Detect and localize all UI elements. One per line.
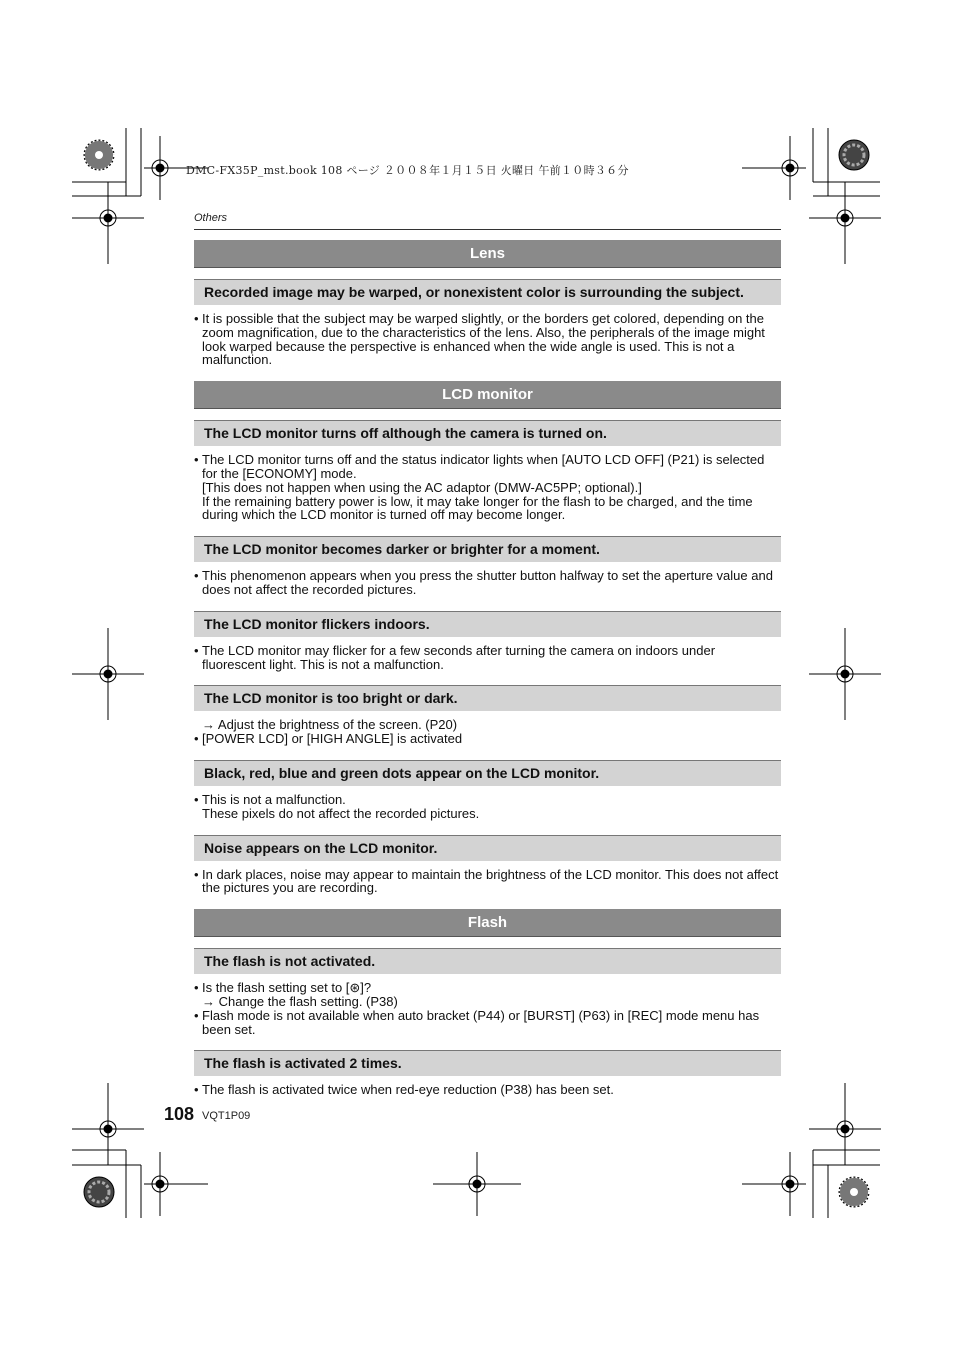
section-heading: Lens: [194, 240, 781, 268]
problem-answer: [194, 974, 781, 1050]
problem-answer: [194, 861, 781, 910]
problem-heading: Black, red, blue and green dots appear on the LCD monitor.: [194, 760, 781, 786]
problem-answer: [194, 562, 781, 611]
document-code: VQT1P09: [202, 1110, 251, 1122]
problem-heading: The flash is activated 2 times.: [194, 1050, 781, 1076]
problem-heading: Recorded image may be warped, or nonexistent color is surrounding the subject.: [194, 279, 781, 305]
continuation-line: → Change the flash setting. (P38): [202, 993, 398, 1009]
continuation-line: → Adjust the brightness of the screen. (P20): [202, 717, 458, 733]
problem-heading: Noise appears on the LCD monitor.: [194, 835, 781, 861]
troubleshooting-content: [194, 240, 781, 1111]
bullet-item: • Is the flash setting set to [⊛]?: [194, 981, 781, 995]
problem-heading: The LCD monitor becomes darker or brighter for a moment.: [194, 536, 781, 562]
page-number: 108: [164, 1104, 195, 1124]
section-heading: LCD monitor: [194, 381, 781, 409]
bullet-item: • This phenomenon appears when you press the shutter button halfway to set the aperture value and does not affect the recorded pictures.: [194, 569, 781, 597]
bullet-item: • [POWER LCD] or [HIGH ANGLE] is activated: [194, 732, 781, 746]
bullet-item: • The LCD monitor may flicker for a few seconds after turning the camera on indoors under fluorescent light. This is not a malfunction.: [194, 644, 781, 672]
problem-heading: The LCD monitor flickers indoors.: [194, 611, 781, 637]
bullet-item: • In dark places, noise may appear to maintain the brightness of the LCD monitor. This does not affect the pictures you are recording.: [194, 868, 781, 896]
problem-heading: The LCD monitor is too bright or dark.: [194, 685, 781, 711]
problem-answer: [194, 305, 781, 381]
bullet-item: • This is not a malfunction.: [194, 793, 781, 807]
problem-answer: [194, 711, 781, 760]
continuation-line: If the remaining battery power is low, it may take longer for the flash to be charged, and the time during which the LCD monitor is turned off may become longer.: [202, 493, 753, 523]
header-rule: [194, 229, 781, 230]
problem-answer: [194, 786, 781, 835]
section-label: Others: [194, 212, 228, 224]
bullet-item: • The LCD monitor turns off and the status indicator lights when [AUTO LCD OFF] (P21) is selected for the [ECONOMY] mode.: [194, 453, 781, 481]
problem-heading: The LCD monitor turns off although the camera is turned on.: [194, 420, 781, 446]
continuation-line: These pixels do not affect the recorded pictures.: [202, 805, 480, 821]
continuation-line: [This does not happen when using the AC adaptor (DMW-AC5PP; optional).]: [202, 479, 642, 495]
book-file-info: DMC-FX35P_mst.book 108 ページ ２００８年１月１５日 火曜日 午前１０時３６分: [186, 164, 629, 177]
bullet-item: • Flash mode is not available when auto bracket (P44) or [BURST] (P63) in [REC] mode menu has been set.: [194, 1009, 781, 1037]
problem-heading: The flash is not activated.: [194, 948, 781, 974]
bullet-item: • The flash is activated twice when red-eye reduction (P38) has been set.: [194, 1083, 781, 1097]
problem-answer: [194, 637, 781, 686]
bullet-item: • It is possible that the subject may be warped slightly, or the borders get colored, depending on the zoom magnification, due to the characteristics of the lens. Also, the peripherals of the image might look warped because the perspective is enhanced when the wide angle is used. This is not a malfunction.: [194, 312, 781, 367]
section-heading: Flash: [194, 909, 781, 937]
problem-answer: [194, 446, 781, 536]
problem-answer: [194, 1076, 781, 1111]
